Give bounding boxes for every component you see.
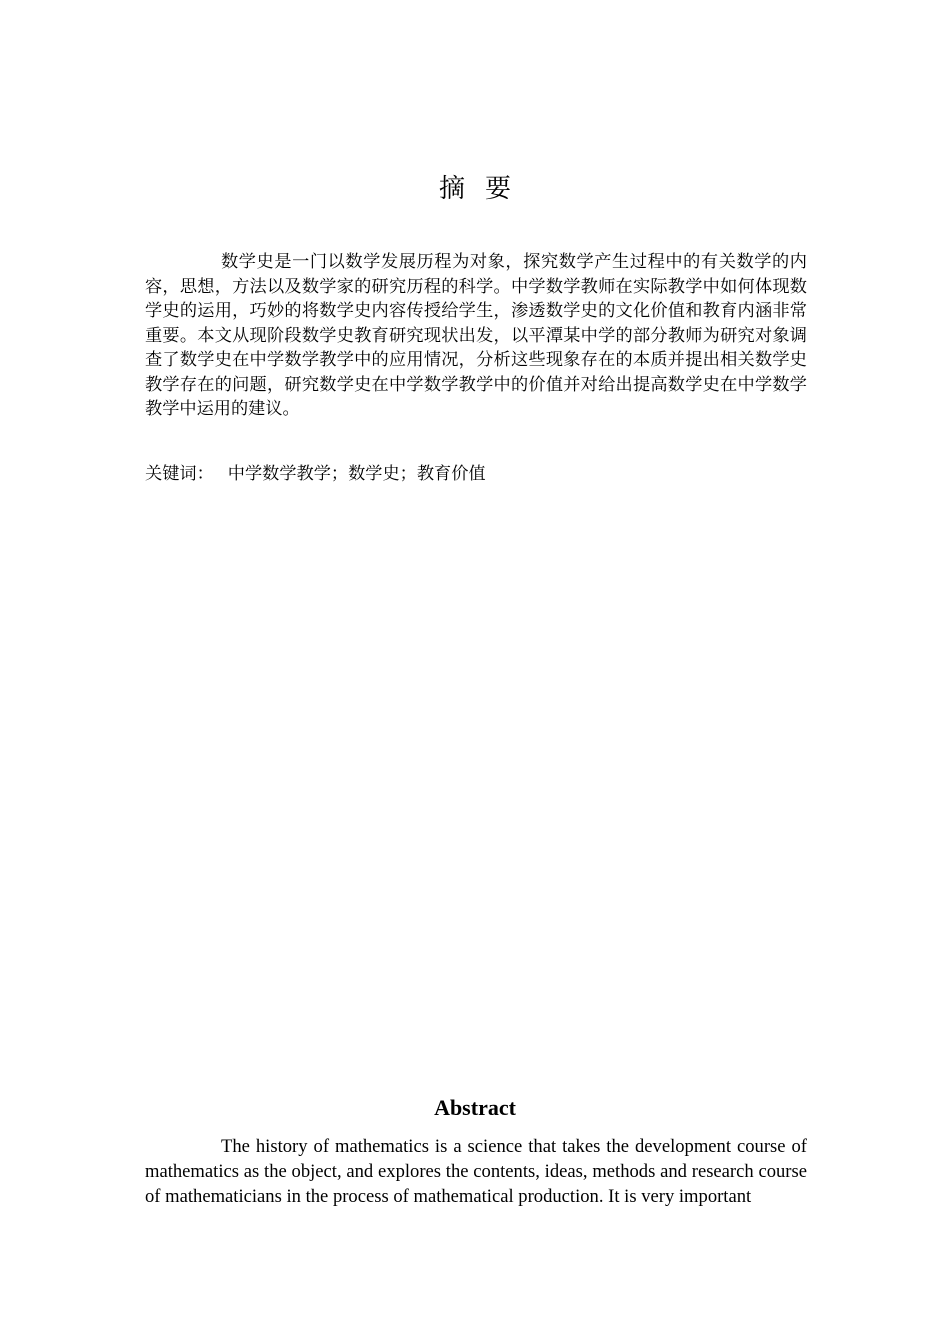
chinese-abstract-body: 数学史是一门以数学发展历程为对象，探究数学产生过程中的有关数学的内容，思想，方法以及数学家的研究历程的科学。中学数学教师在实际教学中如何体现数学史的运用，巧妙的将数学史内容传授给学生，渗透数学史的文化价值和教育内涵非常重要。本文从现阶段数学史教育研究现状出发，以平潭某中学的部分教师为研究对象调查了数学史在中学数学教学中的应用情况，分析这些现象存在的本质并提出相关数学史教学存在的问题，研究数学史在中学数学教学中的价值并对给出提高数学史在中学数学教学中运用的建议。	[145, 252, 807, 419]
keywords-value: 中学数学教学；数学史；教育价值	[227, 464, 486, 484]
english-abstract-body: The history of mathematics is a science that takes the development course of mathematics as the object, and explores the contents, ideas, methods and research course of mathematicians in the process of mathematical production. It is very important	[145, 1136, 807, 1207]
keywords-label: 关键词：	[145, 464, 214, 484]
chinese-abstract-title: 摘要	[438, 174, 531, 204]
chinese-keywords	[145, 462, 486, 486]
english-abstract-title: Abstract	[434, 1095, 516, 1120]
